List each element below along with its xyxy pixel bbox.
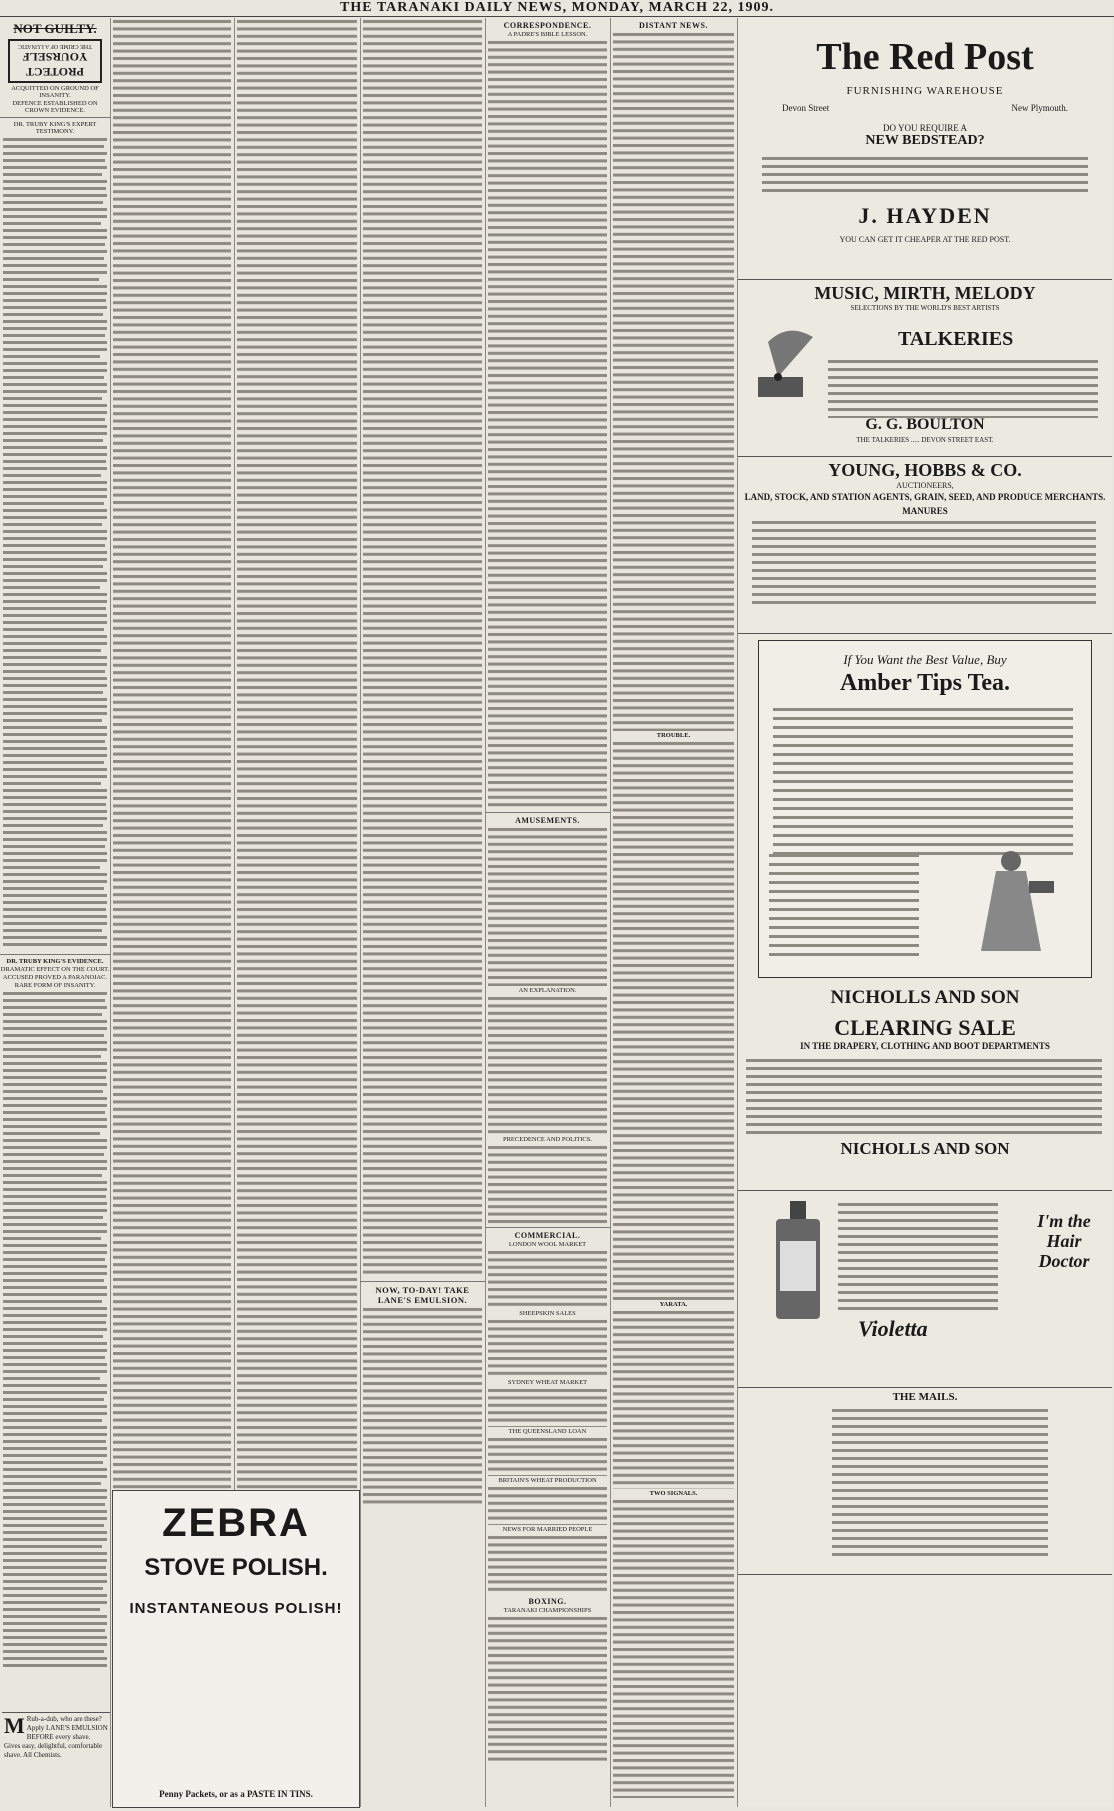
text-lines — [488, 1485, 607, 1525]
red-post-title: The Red Post — [816, 36, 1034, 78]
text-lines — [769, 851, 919, 961]
text-lines — [838, 1201, 998, 1311]
amber-tips-ad — [758, 640, 1092, 978]
drop-cap: M — [4, 1713, 25, 1738]
text-lines — [363, 18, 482, 1278]
sheepskin-text — [485, 1318, 610, 1378]
young-hobbs-manures: MANURES — [902, 506, 948, 516]
text-lines — [363, 1306, 482, 1506]
sub-married-people: NEWS FOR MARRIED PEOPLE — [502, 1526, 593, 1533]
sub-wheat-market: SYDNEY WHEAT MARKET — [507, 1379, 588, 1386]
stamp-line-2: YOURSELF — [22, 50, 88, 64]
sub-wool-market: LONDON WOOL MARKET — [508, 1241, 587, 1248]
mails-body — [832, 1407, 1048, 1557]
column-4-text — [360, 18, 485, 1278]
distant-news-text — [610, 31, 737, 731]
shaving-ad-text: Rub-a-dub, who are these? Apply LANE'S EMULSION BEFORE every shave. Gives easy, delightful, comfortable shave. All Chemists. — [4, 1715, 108, 1759]
divider — [360, 1281, 485, 1282]
yarata-text — [610, 1309, 737, 1489]
red-post-street: Devon Street — [782, 103, 830, 113]
precedence-text — [485, 1144, 610, 1224]
text-lines — [832, 1407, 1048, 1557]
heading-boxing: BOXING. — [528, 1597, 567, 1606]
music-ad — [738, 280, 1112, 457]
amber-body — [773, 705, 1077, 855]
heading-padre: A PADRE'S BIBLE LESSON. — [507, 31, 588, 38]
column-1 — [0, 18, 111, 1807]
nicholls-sale-sub: IN THE DRAPERY, CLOTHING AND BOOT DEPARTMENTS — [800, 1041, 1050, 1051]
nicholls-ad — [738, 984, 1112, 1191]
amber-lead: If You Want the Best Value, Buy — [843, 652, 1007, 667]
sub-britain-wheat: BRITAIN'S WHEAT PRODUCTION — [498, 1477, 597, 1484]
text-lines — [488, 1436, 607, 1476]
subhead-rare-form: RARE FORM OF INSANITY. — [14, 982, 96, 989]
zebra-ad — [112, 1490, 360, 1808]
red-post-bedstead: NEW BEDSTEAD? — [865, 133, 985, 148]
amber-body-2 — [769, 851, 919, 961]
subhead-truby-king: DR. TRUBY KING'S EVIDENCE. — [6, 958, 104, 965]
text-lines — [488, 39, 607, 809]
text-lines — [488, 1318, 607, 1378]
text-lines — [488, 995, 607, 1135]
red-post-footer: YOU CAN GET IT CHEAPER AT THE RED POST. — [839, 235, 1011, 244]
masthead: THE TARANAKI DAILY NEWS, MONDAY, MARCH 22, 1909. — [0, 0, 1114, 17]
sub-sheepskin: SHEEPSKIN SALES — [519, 1310, 576, 1317]
emulsion-ad-headline: NOW, TO-DAY! TAKE LANE'S EMULSION. — [375, 1285, 470, 1305]
trouble-text — [610, 740, 737, 1300]
loan-text — [485, 1436, 610, 1476]
boxing-text — [485, 1615, 610, 1765]
red-post-ad — [738, 18, 1112, 280]
column-4 — [360, 18, 486, 1807]
violetta-body — [838, 1201, 998, 1311]
two-signals-text — [610, 1498, 737, 1798]
text-lines — [488, 1387, 607, 1427]
divider — [0, 954, 110, 955]
red-post-body — [762, 155, 1088, 195]
text-lines — [773, 705, 1073, 855]
commercial-text — [485, 1249, 610, 1309]
music-title: MUSIC, MIRTH, MELODY — [814, 283, 1036, 303]
hair-doctor: I'm the Hair Doctor — [1037, 1211, 1091, 1271]
subhead-paranoiac: ACCUSED PROVED A PARANOIAC. — [2, 974, 108, 981]
text-lines — [488, 1249, 607, 1309]
divider — [485, 812, 610, 813]
music-name: G. G. BOULTON — [865, 416, 985, 433]
emulsion-ad-text — [360, 1306, 485, 1506]
stamp-line-1: PROTECT — [26, 65, 85, 79]
red-post-sub: FURNISHING WAREHOUSE — [846, 85, 1004, 97]
violetta-ad — [738, 1191, 1112, 1388]
text-lines — [488, 1144, 607, 1224]
heading-explanation: AN EXPLANATION. — [518, 987, 577, 994]
column-3-text — [234, 18, 360, 1490]
headline-not-guilty: NOT GUILTY. — [13, 21, 97, 36]
text-lines — [488, 1615, 607, 1765]
amusements-text — [485, 826, 610, 986]
young-hobbs-line: LAND, STOCK, AND STATION AGENTS, GRAIN, SEED, AND PRODUCE MERCHANTS. — [744, 492, 1106, 502]
text-lines — [762, 155, 1088, 195]
stamp-line-3: THE CRIME OF A LUNATIC — [18, 43, 92, 49]
article-body-2 — [0, 990, 110, 1670]
subhead-defence: DEFENCE ESTABLISHED ON CROWN EVIDENCE. — [12, 100, 98, 114]
divider — [0, 117, 110, 118]
subhead-testimony: DR. TRUBY KING'S EXPERT TESTIMONY. — [13, 121, 97, 135]
text-lines — [828, 358, 1098, 418]
zebra-subtitle: STOVE POLISH. — [144, 1554, 328, 1581]
music-address: THE TALKERIES ..... DEVON STREET EAST. — [856, 436, 994, 444]
heading-amusements: AMUSEMENTS. — [515, 816, 580, 825]
mails-ad — [738, 1388, 1112, 1575]
young-hobbs-sub: AUCTIONEERS, — [896, 481, 954, 490]
text-lines — [488, 1534, 607, 1594]
heading-two-signals: TWO SIGNALS. — [649, 1490, 698, 1497]
heading-commercial: COMMERCIAL. — [514, 1231, 581, 1240]
column-2-text — [110, 18, 234, 1490]
gramophone-icon — [748, 322, 818, 402]
text-lines — [3, 136, 107, 951]
woman-pouring-tea-illustration — [951, 841, 1071, 961]
column-6 — [610, 18, 738, 1807]
nicholls-title: NICHOLLS AND SON — [830, 987, 1020, 1008]
young-hobbs-ad — [738, 457, 1112, 634]
text-lines — [113, 18, 231, 1490]
article-body — [0, 136, 110, 951]
hair-tonic-bottle-icon — [768, 1201, 828, 1321]
correspondence-text — [485, 39, 610, 809]
zebra-footer: Penny Packets, or as a PASTE IN TINS. — [159, 1789, 313, 1799]
violetta-name: Violetta — [858, 1316, 928, 1341]
divider — [485, 1227, 610, 1228]
young-hobbs-list — [742, 519, 1108, 609]
music-body — [828, 358, 1098, 418]
text-lines — [613, 740, 734, 1300]
britain-text — [485, 1485, 610, 1525]
nicholls-title-2: NICHOLLS AND SON — [840, 1139, 1010, 1158]
text-lines — [742, 519, 1106, 609]
married-text — [485, 1534, 610, 1594]
heading-distant-news: DISTANT NEWS. — [639, 21, 708, 30]
wheat-text — [485, 1387, 610, 1427]
red-post-owner: J. HAYDEN — [858, 203, 992, 228]
heading-precedence: PRECEDENCE AND POLITICS. — [502, 1136, 593, 1143]
nicholls-body — [742, 1057, 1108, 1137]
zebra-tagline: INSTANTANEOUS POLISH! — [129, 1600, 343, 1617]
red-post-question: DO YOU REQUIRE A — [883, 123, 967, 133]
mails-title: THE MAILS. — [892, 1391, 958, 1403]
amber-title: Amber Tips Tea. — [839, 670, 1011, 696]
text-lines — [613, 1498, 734, 1798]
talkeries-title: TALKERIES — [898, 328, 1014, 350]
zebra-title: ZEBRA — [162, 1501, 310, 1545]
stamp-block — [8, 39, 102, 83]
text-lines — [613, 1309, 734, 1489]
subhead-acquitted: ACQUITTED ON GROUND OF INSANITY. — [11, 85, 99, 99]
shaving-ad — [2, 1712, 110, 1807]
text-lines — [237, 18, 357, 1490]
heading-trouble: TROUBLE. — [656, 732, 691, 739]
explanation-text — [485, 995, 610, 1135]
text-lines — [613, 31, 734, 731]
young-hobbs-title: YOUNG, HOBBS & CO. — [828, 460, 1022, 480]
ads-column — [738, 18, 1112, 1807]
text-lines — [488, 826, 607, 986]
subhead-dramatic: DRAMATIC EFFECT ON THE COURT. — [0, 966, 110, 973]
column-5 — [485, 18, 611, 1807]
red-post-address — [782, 103, 1068, 113]
nicholls-sale: CLEARING SALE — [834, 1015, 1016, 1040]
text-lines — [742, 1057, 1106, 1137]
red-post-town: New Plymouth. — [1011, 103, 1068, 113]
text-lines — [3, 990, 107, 1670]
sub-queensland-loan: THE QUEENSLAND LOAN — [508, 1428, 587, 1435]
heading-correspondence: CORRESPONDENCE. — [503, 21, 592, 30]
music-sub: SELECTIONS BY THE WORLD'S BEST ARTISTS — [850, 304, 1000, 312]
heading-yarata: YARATA. — [659, 1301, 688, 1308]
sub-championships: TARANAKI CHAMPIONSHIPS — [503, 1607, 592, 1614]
